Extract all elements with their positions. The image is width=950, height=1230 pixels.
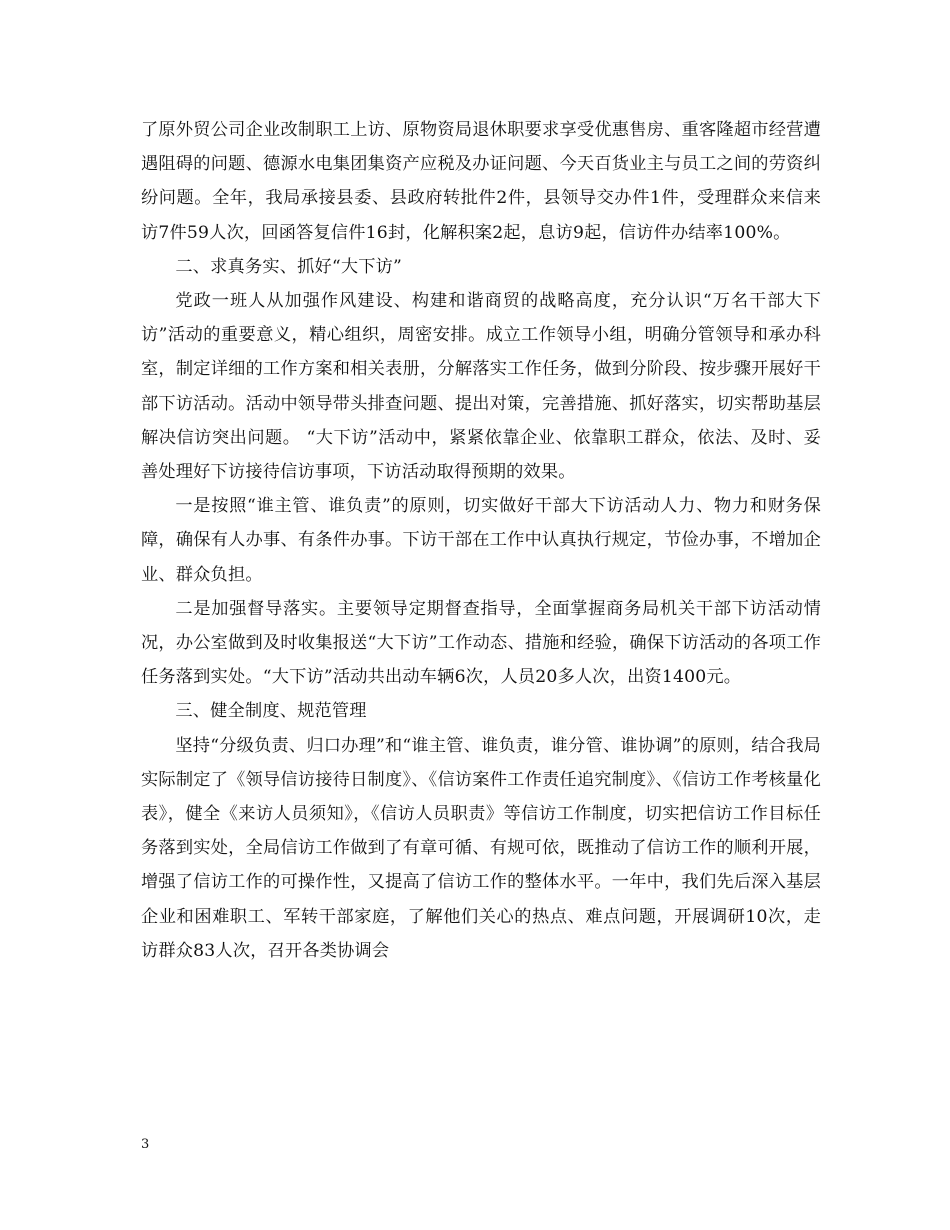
paragraph-4: 一是按照“谁主管、谁负责”的原则，切实做好干部大下访活动人力、物力和财务保障，确保有人办事、有条件办事。下访干部在工作中认真执行规定，节俭办事，不增加企业、群众负担。 [141, 496, 821, 585]
section-heading-3: 三、健全制度、规范管理 [175, 701, 367, 722]
section-heading-2: 二、求真务实、抓好“大下访” [175, 256, 403, 277]
paragraph-1: 了原外贸公司企业改制职工上访、原物资局退休职要求享受优惠售房、重客隆超市经营遭遇阻碍的问题、德源水电集团集资产应税及办证问题、今天百货业主与员工之间的劳资纠纷问题。全年，我局承接县委、县政府转批件2件，县领导交办件1件，受理群众来信来访7件59人次，回函答复信件16封，化解积案2起，息访9起，信访件办结率100%。 [141, 120, 821, 243]
document-body [141, 113, 821, 968]
paragraph-5: 二是加强督导落实。主要领导定期督查指导，全面掌握商务局机关干部下访活动情况，办公室做到及时收集报送“大下访”工作动态、措施和经验，确保下访活动的各项工作任务落到实处。“大下访”活动共出动车辆6次，人员20多人次，出资1400元。 [141, 598, 821, 688]
paragraph-7: 坚持“分级负责、归口办理”和“谁主管、谁负责，谁分管、谁协调”的原则，结合我局实际制定了《领导信访接待日制度》、《信访案件工作责任追究制度》、《信访工作考核量化表》，健全《来访人员须知》，《信访人员职责》等信访工作制度，切实把信访工作目标任务落到实处，全局信访工作做到了有章可循、有规可依，既推动了信访工作的顺利开展，增强了信访工作的可操作性，又提高了信访工作的整体水平。一年中，我们先后深入基层企业和困难职工、军转干部家庭，了解他们关心的热点、难点问题，开展调研10次，走访群众83人次，召开各类协调会 [141, 735, 821, 961]
paragraph-3: 党政一班人从加强作风建设、构建和谐商贸的战略高度，充分认识“万名干部大下访”活动的重要意义，精心组织，周密安排。成立工作领导小组，明确分管领导和承办科室，制定详细的工作方案和相关表册，分解落实工作任务，做到分阶段、按步骤开展好干部下访活动。活动中领导带头排查问题、提出对策，完善措施、抓好落实，切实帮助基层解决信访突出问题。 “大下访”活动中，紧紧依靠企业、依靠职工群众，依法、及时、妥善处理好下访接待信访事项，下访活动取得预期的效果。 [141, 291, 821, 483]
page-number: 3 [141, 1137, 150, 1152]
